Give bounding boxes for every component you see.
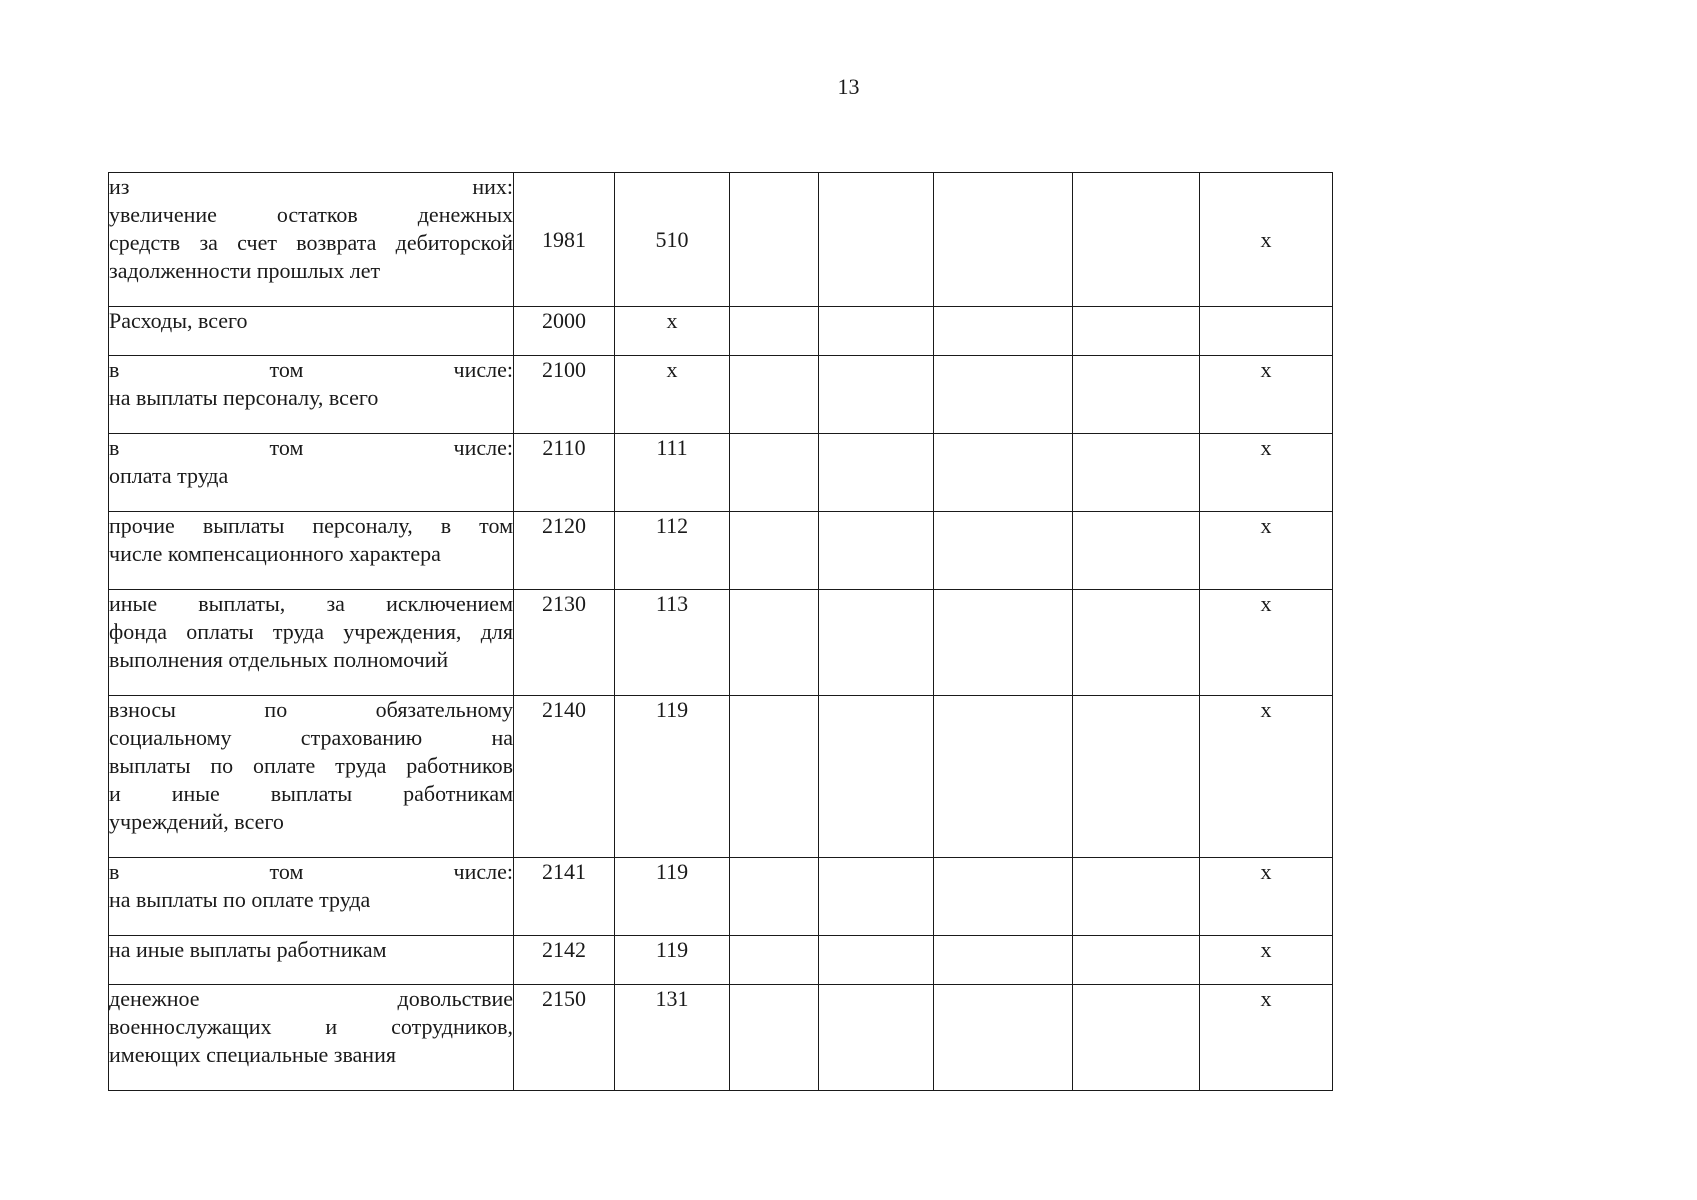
empty-value-cell [819, 936, 934, 985]
description-line: в том числе: [109, 357, 513, 382]
table-row [109, 985, 1333, 1091]
empty-value-cell [819, 590, 934, 696]
row-last-column: х [1200, 696, 1333, 858]
empty-value-cell [1073, 936, 1200, 985]
description-line: на иные выплаты работникам [109, 937, 387, 962]
empty-value-cell [819, 512, 934, 590]
empty-value-cell [730, 858, 819, 936]
row-code: 2141 [514, 858, 615, 936]
row-code: 2142 [514, 936, 615, 985]
description-line: Расходы, всего [109, 308, 248, 333]
row-last-column: х [1200, 858, 1333, 936]
row-last-column: х [1200, 434, 1333, 512]
table-row [109, 590, 1333, 696]
row-description [109, 936, 514, 985]
row-kbk-code: 112 [615, 512, 730, 590]
row-kbk-code: 510 [615, 173, 730, 307]
empty-value-cell [934, 590, 1073, 696]
row-kbk-code: 131 [615, 985, 730, 1091]
empty-value-cell [1073, 590, 1200, 696]
row-description [109, 985, 514, 1091]
empty-value-cell [934, 434, 1073, 512]
empty-value-cell [819, 356, 934, 434]
empty-value-cell [819, 307, 934, 356]
empty-value-cell [1073, 858, 1200, 936]
row-last-column: х [1200, 985, 1333, 1091]
row-code: 2100 [514, 356, 615, 434]
description-line: военнослужащих и сотрудников, [109, 1014, 513, 1039]
table-row [109, 512, 1333, 590]
row-description [109, 512, 514, 590]
row-code: 2120 [514, 512, 615, 590]
empty-value-cell [730, 356, 819, 434]
empty-value-cell [1073, 696, 1200, 858]
row-last-column [1200, 307, 1333, 356]
row-kbk-code: 119 [615, 858, 730, 936]
row-kbk-code: х [615, 307, 730, 356]
description-line: фонда оплаты труда учреждения, для [109, 619, 513, 644]
row-last-column: х [1200, 173, 1333, 307]
description-line: числе компенсационного характера [109, 541, 441, 566]
empty-value-cell [934, 356, 1073, 434]
empty-value-cell [934, 307, 1073, 356]
description-line: и иные выплаты работникам [109, 781, 513, 806]
empty-value-cell [1073, 985, 1200, 1091]
empty-value-cell [730, 936, 819, 985]
description-line: увеличение остатков денежных [109, 202, 513, 227]
row-description [109, 173, 514, 307]
description-line: социальному страхованию на [109, 725, 513, 750]
row-kbk-code: х [615, 356, 730, 434]
empty-value-cell [934, 173, 1073, 307]
row-description [109, 356, 514, 434]
row-description [109, 590, 514, 696]
table-row [109, 307, 1333, 356]
empty-value-cell [1073, 356, 1200, 434]
budget-table [108, 172, 1333, 1091]
description-line: учреждений, всего [109, 809, 284, 834]
empty-value-cell [1073, 173, 1200, 307]
empty-value-cell [730, 590, 819, 696]
row-code: 2150 [514, 985, 615, 1091]
description-line: в том числе: [109, 859, 513, 884]
row-code: 2000 [514, 307, 615, 356]
empty-value-cell [1073, 307, 1200, 356]
row-code: 2110 [514, 434, 615, 512]
description-line: выполнения отдельных полномочий [109, 647, 449, 672]
empty-value-cell [819, 696, 934, 858]
description-line: прочие выплаты персоналу, в том [109, 513, 513, 538]
table-row [109, 434, 1333, 512]
table-body [109, 173, 1333, 1091]
row-kbk-code: 119 [615, 696, 730, 858]
empty-value-cell [1073, 434, 1200, 512]
page-number: 13 [837, 74, 860, 99]
empty-value-cell [730, 985, 819, 1091]
description-line: в том числе: [109, 435, 513, 460]
description-line: иные выплаты, за исключением [109, 591, 513, 616]
row-description [109, 858, 514, 936]
empty-value-cell [730, 173, 819, 307]
row-code: 1981 [514, 173, 615, 307]
row-kbk-code: 111 [615, 434, 730, 512]
empty-value-cell [819, 434, 934, 512]
row-last-column: х [1200, 512, 1333, 590]
empty-value-cell [934, 985, 1073, 1091]
description-line: денежное довольствие [109, 986, 513, 1011]
empty-value-cell [819, 858, 934, 936]
row-last-column: х [1200, 936, 1333, 985]
row-description [109, 307, 514, 356]
row-description [109, 696, 514, 858]
empty-value-cell [819, 173, 934, 307]
empty-value-cell [819, 985, 934, 1091]
row-last-column: х [1200, 590, 1333, 696]
description-line: задолженности прошлых лет [109, 258, 381, 283]
empty-value-cell [730, 434, 819, 512]
description-line: из них: [109, 174, 513, 199]
table-row [109, 356, 1333, 434]
row-kbk-code: 113 [615, 590, 730, 696]
row-kbk-code: 119 [615, 936, 730, 985]
row-code: 2130 [514, 590, 615, 696]
row-code: 2140 [514, 696, 615, 858]
empty-value-cell [934, 696, 1073, 858]
empty-value-cell [730, 696, 819, 858]
empty-value-cell [730, 512, 819, 590]
empty-value-cell [730, 307, 819, 356]
table-row [109, 858, 1333, 936]
description-line: на выплаты по оплате труда [109, 887, 371, 912]
description-line: имеющих специальные звания [109, 1042, 396, 1067]
row-last-column: х [1200, 356, 1333, 434]
description-line: оплата труда [109, 463, 229, 488]
table-row [109, 696, 1333, 858]
row-description [109, 434, 514, 512]
empty-value-cell [934, 858, 1073, 936]
empty-value-cell [1073, 512, 1200, 590]
description-line: средств за счет возврата дебиторской [109, 230, 513, 255]
description-line: на выплаты персоналу, всего [109, 385, 379, 410]
table-row [109, 936, 1333, 985]
description-line: взносы по обязательному [109, 697, 513, 722]
description-line: выплаты по оплате труда работников [109, 753, 513, 778]
empty-value-cell [934, 512, 1073, 590]
empty-value-cell [934, 936, 1073, 985]
table-row [109, 173, 1333, 307]
